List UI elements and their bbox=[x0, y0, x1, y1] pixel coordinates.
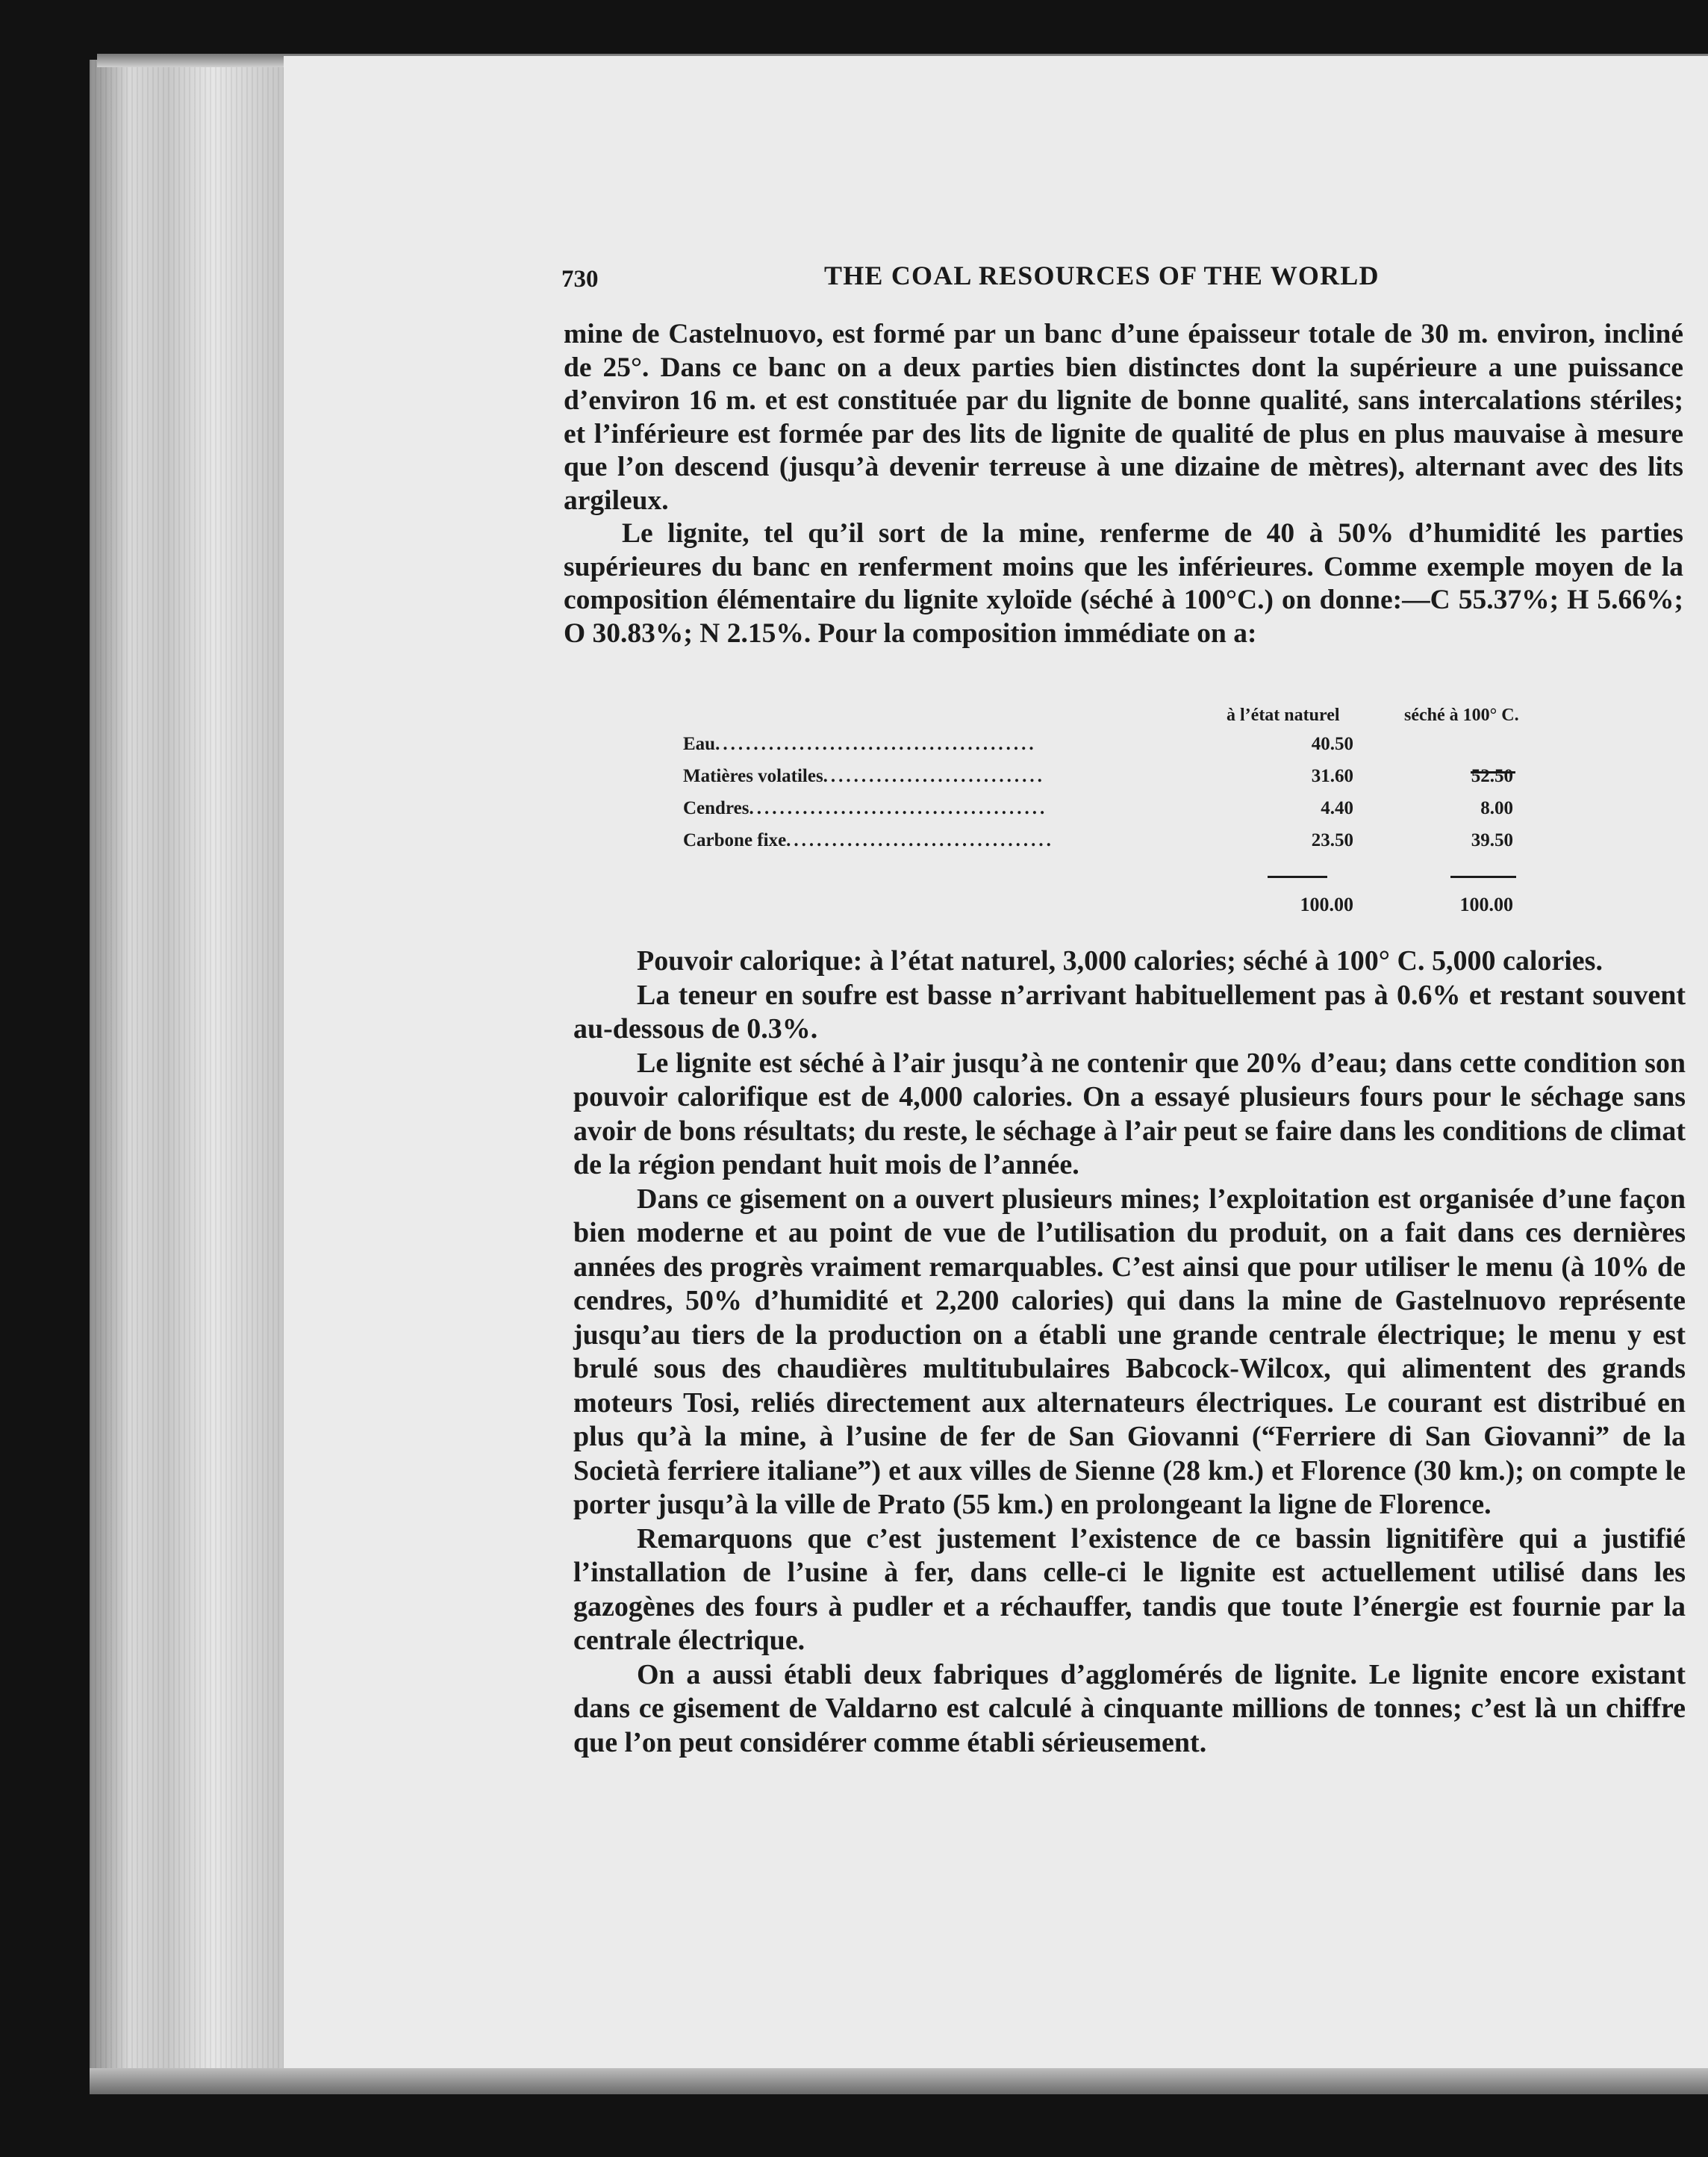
value-natural: 31.60 bbox=[1311, 766, 1353, 786]
paragraph: On a aussi établi deux fabriques d’agglomérés de lignite. Le lignite encore existant dans ce gisement de Valdarno est calculé à cinquante millions de tonnes; c’est là un chiffre que l’on peut considérer comme établi sérieusement. bbox=[573, 1658, 1686, 1758]
row-label: Cendres....................................... bbox=[683, 798, 1048, 818]
value-natural: 4.40 bbox=[1321, 798, 1353, 818]
paragraph: Dans ce gisement on a ouvert plusieurs mines; l’exploitation est organisée d’une façon bien moderne et au point de vue de l’utilisation du produit, on a fait dans ces dernières années des progrès vraiment remarquables. C’est ainsi que pour utiliser le menu (à 10% de cendres, 50% d’humidité et 2,200 calories) qui dans la mine de Gastelnuovo représente jusqu’au tiers de la production on a établi une grande centrale électrique; le menu y est brulé sous des chaudières multitubulaires Babcock-Wilcox, qui alimentent des grands moteurs Tosi, reliés directement aux alternateurs électriques. Le courant est distribué en plus qu’à la mine, à l’usine de fer de San Giovanni (“Ferriere di San Giovanni” de la Società ferriere italiane”) et aux villes de Sienne (28 km.) et Florence (30 km.); on compte le porter jusqu’à la ville de Prato (55 km.) en prolongeant la ligne de Florence. bbox=[573, 1183, 1686, 1520]
paragraph: Le lignite est séché à l’air jusqu’à ne contenir que 20% d’eau; dans cette condition son pouvoir calorifique est de 4,000 calories. On a essayé plusieurs fours pour le séchage sans avoir de bons résultats; du reste, le séchage à l’air peut se faire dans les conditions de climat de la région pendant huit mois de l’année. bbox=[573, 1047, 1686, 1180]
composition-table bbox=[683, 706, 1564, 915]
paragraph: La teneur en soufre est basse n’arrivant habituellement pas à 0.6% et restant souvent au-dessous de 0.3%. bbox=[573, 979, 1686, 1045]
total-natural: 100.00 bbox=[1300, 894, 1353, 915]
running-title: THE COAL RESOURCES OF THE WORLD bbox=[824, 261, 1380, 290]
value-natural: 40.50 bbox=[1311, 734, 1353, 754]
table-row bbox=[683, 734, 1564, 766]
column-header-dried: séché à 100° C. bbox=[1404, 706, 1519, 725]
column-header-natural: à l’état naturel bbox=[1227, 706, 1340, 725]
total-dried: 100.00 bbox=[1459, 894, 1513, 915]
paragraph: Pouvoir calorique: à l’état naturel, 3,000 calories; séché à 100° C. 5,000 calories. bbox=[637, 945, 1603, 977]
page-header bbox=[561, 252, 1696, 297]
paragraph: mine de Castelnuovo, est formé par un banc d’une épaisseur totale de 30 m. environ, incliné de 25°. Dans ce banc on a deux parties bien distinctes dont la supérieure a une puissance d’environ 16 m. et est constituée par du lignite de bonne qualité, sans intercalations stériles; et l’inférieure est formée par des lits de lignite de qualité de plus en plus mauvaise à mesure que l’on descend (jusqu’à devenir terreuse à une dizaine de mètres), alternant avec des lits argileux. bbox=[564, 319, 1683, 516]
sum-rule bbox=[1450, 876, 1516, 878]
body-text-top bbox=[564, 318, 1683, 650]
table-row bbox=[683, 830, 1564, 862]
page-number: 730 bbox=[561, 266, 599, 293]
row-label: Eau.......................................... bbox=[683, 734, 1037, 754]
book-page-edges bbox=[90, 60, 314, 2083]
row-label: Matières volatiles............................. bbox=[683, 766, 1045, 786]
page-bottom-shadow bbox=[90, 2068, 1708, 2094]
total-row bbox=[683, 894, 1564, 924]
table-row bbox=[683, 766, 1564, 798]
row-label: Carbone fixe................................... bbox=[683, 830, 1054, 850]
table-row bbox=[683, 798, 1564, 830]
value-dried: 39.50 bbox=[1471, 830, 1513, 850]
table-header bbox=[683, 706, 1564, 734]
value-dried: 52.50 bbox=[1471, 766, 1513, 786]
sum-rule bbox=[1268, 876, 1327, 878]
value-natural: 23.50 bbox=[1311, 830, 1353, 850]
paragraph: Le lignite, tel qu’il sort de la mine, renferme de 40 à 50% d’humidité les parties supérieures du banc en renferment moins que les inférieures. Comme exemple moyen de la composition élémentaire du lignite xyloïde (séché à 100°C.) on donne:—C 55.37%; H 5.66%; O 30.83%; N 2.15%. Pour la composition immédiate on a: bbox=[564, 518, 1683, 649]
body-text-bottom bbox=[573, 944, 1686, 1760]
paragraph: Remarquons que c’est justement l’existence de ce bassin lignitifère qui a justifié l’installation de l’usine à fer, dans celle-ci le lignite est actuellement utilisé dans les gazogènes des fours à pudler et a réchauffer, tandis que toute l’énergie est fournie par la centrale électrique. bbox=[573, 1522, 1686, 1656]
value-dried: 8.00 bbox=[1480, 798, 1513, 818]
